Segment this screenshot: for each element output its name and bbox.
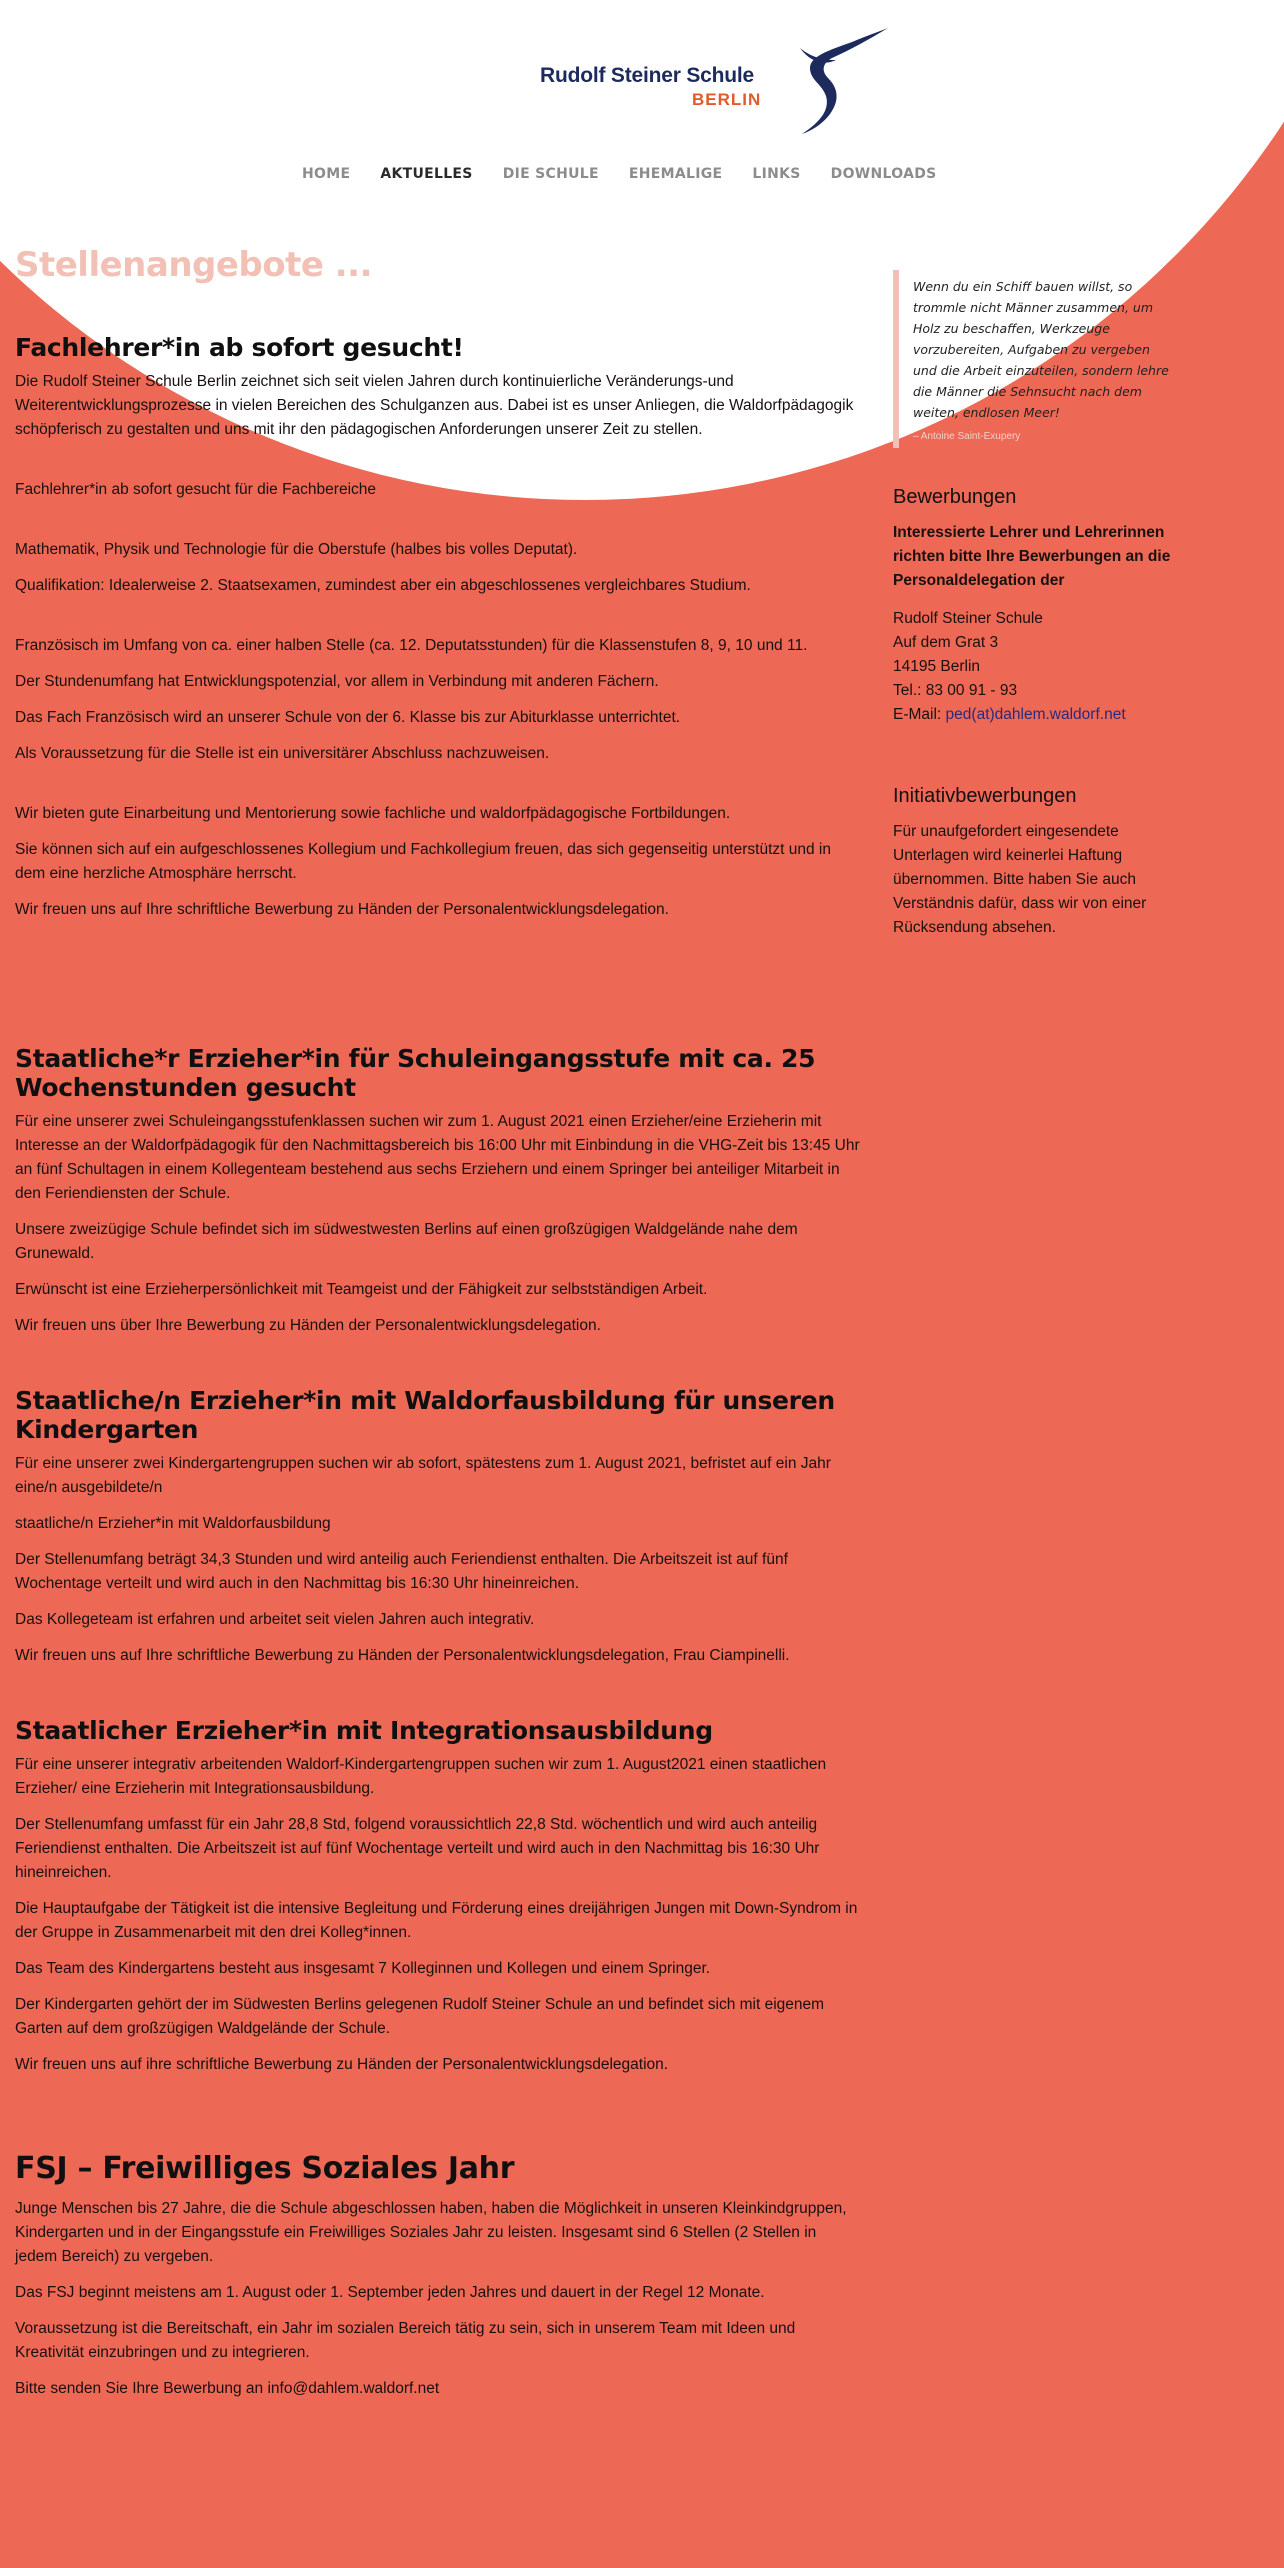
job-title: Fachlehrer*in ab sofort gesucht! (15, 333, 464, 362)
job-paragraph: Die Hauptaufgabe der Tätigkeit ist die intensive Begleitung und Förderung eines dreijährigen Jungen mit Down-Syndrom in der Gruppe in Zusammenarbeit mit den drei Kolleg*innen. (15, 1900, 858, 1941)
logo-swoosh-icon (780, 26, 890, 136)
quote-text: Wenn du ein Schiff bauen willst, so trommle nicht Männer zusammen, um Holz zu beschaffen, Werkzeuge vorzubereiten, Aufgaben zu vergeben und die Arbeit einzuteilen, sondern lehre die Männer die Sehnsucht nach dem weiten, endlosen Meer! (913, 279, 1169, 420)
address-line: Rudolf Steiner Schule (893, 610, 1043, 627)
nav-die-schule[interactable]: DIE SCHULE (502, 166, 599, 182)
job-fachlehrer (15, 333, 860, 922)
job-paragraph: Der Stundenumfang hat Entwicklungspotenzial, vor allem in Verbindung mit anderen Fächern. (15, 673, 659, 690)
job-erzieher-schuleingang (15, 1044, 860, 1338)
job-paragraph: Für eine unserer zwei Schuleingangsstufenklassen suchen wir zum 1. August 2021 einen Erzieher/eine Erzieherin mit Interesse an der Waldorfpädagogik für den Nachmittagsbereich bis 16:00 Uhr mit Einbindung in die VHG-Zeit bis 13:45 Uhr an fünf Schultagen in einem Kollegenteam bestehend aus sechs Erziehern und einem Springer bei anteiliger Mitarbeit in den Feriendiensten der Schule. (15, 1113, 860, 1202)
job-paragraph: Das FSJ beginnt meistens am 1. August oder 1. September jeden Jahres und dauert in der Regel 12 Monate. (15, 2284, 765, 2301)
job-paragraph: Wir bieten gute Einarbeitung und Mentorierung sowie fachliche und waldorfpädagogische Fortbildungen. (15, 805, 731, 822)
job-paragraph: Bitte senden Sie Ihre Bewerbung an info@dahlem.waldorf.net (15, 2380, 440, 2397)
job-paragraph: Wir freuen uns auf Ihre schriftliche Bewerbung zu Händen der Personalentwicklungsdelegation, Frau Ciampinelli. (15, 1647, 790, 1664)
school-logo[interactable] (540, 26, 860, 136)
page-title: Stellenangebote ... (15, 245, 373, 285)
job-title: Staatliche*r Erzieher*in für Schuleingangsstufe mit ca. 25 Wochenstunden gesucht (15, 1044, 816, 1102)
job-paragraph: Qualifikation: Idealerweise 2. Staatsexamen, zumindest aber ein abgeschlossenes vergleichbares Studium. (15, 577, 751, 594)
logo-city: BERLIN (692, 90, 762, 109)
job-paragraph: Für eine unserer zwei Kindergartengruppen suchen wir ab sofort, spätestens zum 1. August 2021, befristet auf ein Jahr eine/n ausgebildete/n (15, 1455, 831, 1496)
job-title: Staatlicher Erzieher*in mit Integrationsausbildung (15, 1716, 713, 1745)
job-paragraph: staatliche/n Erzieher*in mit Waldorfausbildung (15, 1515, 331, 1532)
job-title: Staatliche/n Erzieher*in mit Waldorfausbildung für unseren Kindergarten (15, 1386, 835, 1444)
job-paragraph: Mathematik, Physik und Technologie für die Oberstufe (halbes bis volles Deputat). (15, 541, 578, 558)
nav-ehemalige[interactable]: EHEMALIGE (628, 166, 723, 182)
job-paragraph: Unsere zweizügige Schule befindet sich im südwestwesten Berlins auf einen großzügigen Waldgelände nahe dem Grunewald. (15, 1221, 798, 1262)
job-paragraph: Voraussetzung ist die Bereitschaft, ein Jahr im sozialen Bereich tätig zu sein, sich in unserem Team mit Ideen und Kreativität einzubringen und zu integrieren. (15, 2320, 796, 2361)
address-line: Auf dem Grat 3 (893, 634, 999, 651)
job-paragraph: Als Voraussetzung für die Stelle ist ein universitärer Abschluss nachzuweisen. (15, 745, 550, 762)
job-paragraph: Das Team des Kindergartens besteht aus insgesamt 7 Kolleginnen und Kollegen und einem Springer. (15, 1960, 711, 1977)
job-paragraph: Wir freuen uns über Ihre Bewerbung zu Händen der Personalentwicklungsdelegation. (15, 1317, 601, 1334)
nav-downloads[interactable]: DOWNLOADS (830, 166, 937, 182)
nav-links[interactable]: LINKS (752, 166, 801, 182)
job-paragraph: Sie können sich auf ein aufgeschlossenes Kollegium und Fachkollegium freuen, das sich gegenseitig unterstützt und in dem eine herzliche Atmosphäre herrscht. (15, 841, 831, 882)
job-paragraph: Das Kollegeteam ist erfahren und arbeitet seit vielen Jahren auch integrativ. (15, 1611, 535, 1628)
phone-number: Tel.: 83 00 91 - 93 (893, 682, 1018, 699)
job-paragraph: Wir freuen uns auf Ihre schriftliche Bewerbung zu Händen der Personalentwicklungsdelegation. (15, 901, 669, 918)
quote-author: – Antoine Saint-Exupery (913, 431, 1021, 442)
job-paragraph: Junge Menschen bis 27 Jahre, die die Schule abgeschlossen haben, haben die Möglichkeit in unseren Kleinkindgruppen, Kindergarten und in der Eingangsstufe ein Freiwilliges Soziales Jahr zu leisten. Insgesamt sind 6 Stellen (2 Stellen in jedem Bereich) zu vergeben. (15, 2200, 847, 2265)
job-paragraph: Der Stellenumfang beträgt 34,3 Stunden und wird anteilig auch Feriendienst enthalten. Die Arbeitszeit ist auf fünf Wochentage verteilt und wird auch in den Nachmittag bis 16:30 Uhr hineinreichen. (15, 1551, 788, 1592)
job-erzieher-kindergarten (15, 1386, 860, 1668)
bewerbungen-intro: Interessierte Lehrer und Lehrerinnen richten bitte Ihre Bewerbungen an die Personaldelegation der (893, 524, 1171, 589)
job-paragraph: Für eine unserer integrativ arbeitenden Waldorf-Kindergartengruppen suchen wir zum 1. August2021 einen staatlichen Erzieher/ eine Erzieherin mit Integrationsausbildung. (15, 1756, 827, 1797)
initiativ-text: Für unaufgefordert eingesendete Unterlagen wird keinerlei Haftung übernommen. Bitte haben Sie auch Verständnis dafür, dass wir von einer Rücksendung absehen. (893, 823, 1147, 936)
job-paragraph: Der Stellenumfang umfasst für ein Jahr 28,8 Std, folgend voraussichtlich 22,8 Std. wöchentlich und wird auch anteilig Feriendienst enthalten. Die Arbeitszeit ist auf fünf Wochentage verteilt und wird auch in den Nachmittag bis 16:30 Uhr hineinreichen. (15, 1816, 820, 1881)
initiativ-heading: Initiativbewerbungen (893, 785, 1077, 807)
contact-address (893, 607, 1173, 727)
job-paragraph: Wir freuen uns auf ihre schriftliche Bewerbung zu Händen der Personalentwicklungsdelegation. (15, 2056, 669, 2073)
logo-name: Rudolf Steiner Schule (540, 64, 754, 87)
main-nav (302, 166, 967, 182)
job-paragraph: Das Fach Französisch wird an unserer Schule von der 6. Klasse bis zur Abiturklasse unterrichtet. (15, 709, 681, 726)
job-title: FSJ – Freiwilliges Soziales Jahr (15, 2151, 515, 2186)
nav-home[interactable]: HOME (302, 166, 351, 182)
email-link[interactable]: ped(at)dahlem.waldorf.net (945, 706, 1126, 723)
job-paragraph: Erwünscht ist eine Erzieherpersönlichkeit mit Teamgeist und der Fähigkeit zur selbstständigen Arbeit. (15, 1281, 708, 1298)
sidebar-quote (893, 270, 1173, 448)
address-line: 14195 Berlin (893, 658, 981, 675)
sidebar (893, 270, 1173, 948)
job-intro: Die Rudolf Steiner Schule Berlin zeichnet sich seit vielen Jahren durch kontinuierliche Veränderungs-und Weiterentwicklungsprozesse in vielen Bereichen des Schulganzen aus. Dabei ist es unser Anliegen, die Waldorfpädagogik schöpferisch zu gestalten und uns mit ihr den pädagogischen Anforderungen unserer Zeit zu stellen. (15, 373, 854, 438)
nav-aktuelles[interactable]: AKTUELLES (380, 166, 473, 182)
bewerbungen-heading: Bewerbungen (893, 486, 1017, 508)
email-label: E-Mail: (893, 706, 946, 723)
job-paragraph: Französisch im Umfang von ca. einer halben Stelle (ca. 12. Deputatsstunden) für die Klassenstufen 8, 9, 10 und 11. (15, 637, 808, 654)
main-content (15, 245, 860, 2413)
job-paragraph: Der Kindergarten gehört der im Südwesten Berlins gelegenen Rudolf Steiner Schule an und befindet sich mit eigenem Garten auf dem großzügigen Waldgelände der Schule. (15, 1996, 825, 2037)
job-fsj (15, 2151, 860, 2401)
job-paragraph: Fachlehrer*in ab sofort gesucht für die Fachbereiche (15, 481, 377, 498)
job-erzieher-integration (15, 1716, 860, 2077)
